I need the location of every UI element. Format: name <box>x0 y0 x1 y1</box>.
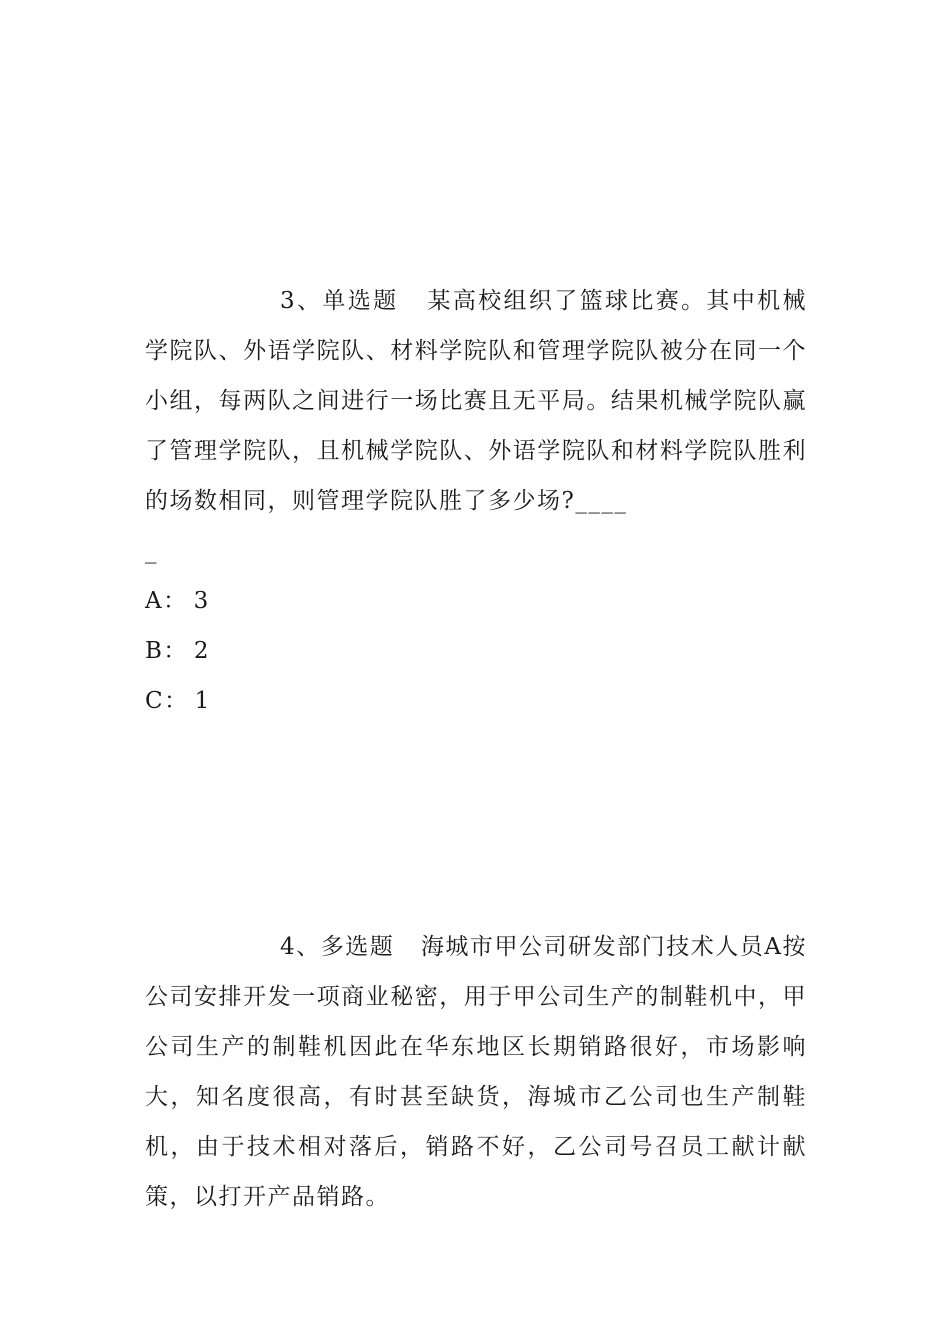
question-4-number: 4、多选题 <box>280 934 395 960</box>
question-3-stem <box>145 276 807 526</box>
option-b <box>145 626 807 676</box>
option-c-value: 1 <box>194 688 211 714</box>
option-a-value: 3 <box>193 588 210 614</box>
question-3-blank-tail: _ <box>145 538 158 564</box>
question-4 <box>145 922 807 1222</box>
question-3 <box>145 276 807 726</box>
option-c <box>145 676 807 726</box>
question-4-text: 海城市甲公司研发部门技术人员A按公司安排开发一项商业秘密，用于甲公司生产的制鞋机中，甲公司生产的制鞋机因此在华东地区长期销路很好，市场影响大，知名度很高，有时甚至缺货，海城市乙公司也生产制鞋机，由于技术相对落后，销路不好，乙公司号召员工献计献策，以打开产品销路。 <box>145 934 807 1210</box>
question-3-number: 3、单选题 <box>280 288 399 314</box>
option-c-letter: C： <box>145 688 189 714</box>
option-b-letter: B： <box>145 638 188 664</box>
option-b-value: 2 <box>193 638 211 664</box>
question-3-text: 某高校组织了篮球比赛。其中机械学院队、外语学院队、材料学院队和管理学院队被分在同一个小组，每两队之间进行一场比赛且无平局。结果机械学院队赢了管理学院队，且机械学院队、外语学院队和材料学院队胜利的场数相同，则管理学院队胜了多少场?____ <box>145 288 807 514</box>
option-a <box>145 576 807 626</box>
question-4-stem <box>145 922 807 1222</box>
option-a-letter: A： <box>145 588 188 614</box>
